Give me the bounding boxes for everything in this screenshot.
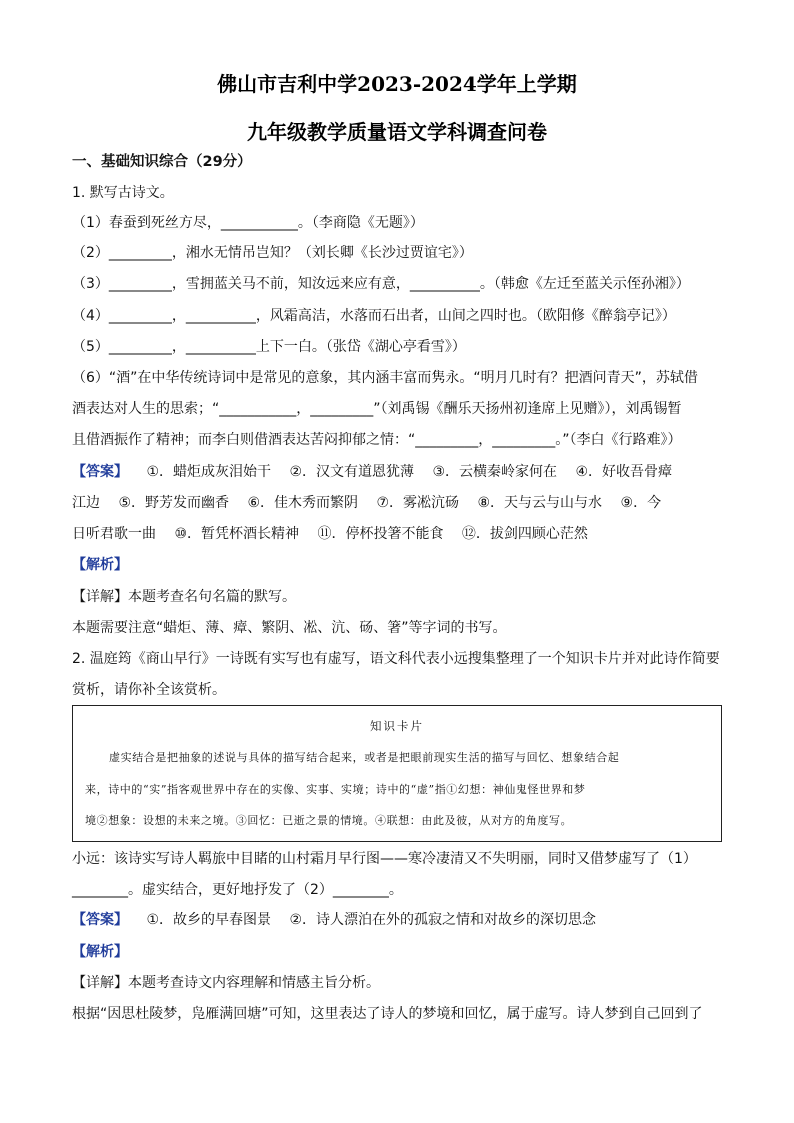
question-1-detail [72,587,732,607]
answer-item: ⑥．佳木秀而繁阴 [247,495,359,511]
question-2-detail [72,973,732,993]
answer-item: ④．好收吾骨瘴 [575,464,673,480]
knowledge-card-line1: 虚实结合是把抽象的述说与具体的描写结合起来，或者是把眼前现实生活的描写与回忆、想象结合起 [109,751,620,764]
answer-item: ⑫．拔剑四顾心茫然 [461,526,588,542]
question-1-answer-line1 [72,462,732,482]
answer-item: ①．故乡的早春图景 [146,912,272,928]
answer-item: ⑪．停杯投箸不能食 [317,526,444,542]
knowledge-card-line3: 境②想象：设想的未来之境。③回忆：已逝之景的情境。④联想：由此及彼，从对方的角度写。 [85,814,573,827]
knowledge-card-title: 知识卡片 [370,719,424,733]
question-1-item-6-line2: 酒表达对人生的思索；“___________，_________”（刘禹锡《酬乐天扬州初逢席上见赠》），刘禹锡暂 [72,401,682,417]
answer-item: ⑧．天与云与山与水 [477,495,603,511]
question-2-stem-line1: 2. 温庭筠《商山早行》一诗既有实写也有虚写，语文科代表小远搜集整理了一个知识卡片并对此诗作简要 [72,651,720,667]
answer-item: 江边 [72,495,100,511]
answer-item: ②．诗人漂泊在外的孤寂之情和对故乡的深切思念 [289,912,597,928]
answer-item: ⑤．野芳发而幽香 [118,495,230,511]
answer-item: ⑨．今 [620,495,662,511]
question-2-analysis-tag [72,942,732,962]
question-2-response-line2: ________。虚实结合，更好地抒发了（2）________。 [72,882,403,898]
answer-item: ⑦．雾凇沆砀 [376,495,460,511]
question-1-analysis-tag [72,555,732,575]
answer-item: ⑩．暂凭杯酒长精神 [174,526,300,542]
question-1-item-4: （4）_________，__________，风霜高洁，水落而石出者，山间之四时也。（欧阳修《醉翁亭记》） [72,308,676,324]
question-2-last-line: 根据“因思杜陵梦，凫雁满回塘”可知，这里表达了诗人的梦境和回忆，属于虚写。诗人梦到自己回到了 [72,1006,703,1022]
knowledge-card-line2: 来，诗中的“实”指客观世界中存在的实像、实事、实境；诗中的“虚”指①幻想：神仙鬼怪世界和梦 [85,783,586,796]
answer-tag: 【答案】 [72,464,128,480]
answer-item: ②．汉文有道恩犹薄 [289,464,415,480]
analysis-tag: 【解析】 [72,557,128,573]
question-1-item-5: （5）_________，__________上下一白。（张岱《湖心亭看雪》） [72,339,466,355]
question-1-item-3: （3）_________，雪拥蓝关马不前，知汝远来应有意，__________。（韩愈《左迁至蓝关示侄孙湘》） [72,276,690,292]
answer-item: 日听君歌一曲 [72,526,156,542]
question-2-answer [72,910,732,930]
section-heading: 一、基础知识综合（29分） [72,154,252,170]
question-1-note: 本题需要注意“蜡炬、薄、瘴、繁阴、凇、沆、砀、箸”等字词的书写。 [72,620,507,636]
question-2-response-line1: 小远：该诗实写诗人羁旅中目睹的山村霜月早行图——寒冷凄清又不失明丽，同时又借梦虚写了（1） [72,851,697,867]
detail-tag: 【详解】 [72,975,128,991]
analysis-tag: 【解析】 [72,944,128,960]
question-1-item-2: （2）_________，湘水无情吊岂知？（刘长卿《长沙过贾谊宅》） [72,245,473,261]
question-1-item-6-line1: （6）“酒”在中华传统诗词中是常见的意象，其内涵丰富而隽永。“明月几时有？把酒问青天”，苏轼借 [72,370,698,386]
answer-tag: 【答案】 [72,912,128,928]
question-1-item-1: （1）春蚕到死丝方尽，___________。（李商隐《无题》） [72,215,424,231]
document-title-line1: 佛山市吉利中学2023-2024学年上学期 [217,72,577,96]
question-1-answer-line2 [72,493,732,513]
answer-item: ①．蜡炬成灰泪始干 [146,464,272,480]
knowledge-card [72,705,722,842]
answer-item: ③．云横秦岭家何在 [432,464,558,480]
detail-text: 本题考查名句名篇的默写。 [128,589,296,605]
detail-text: 本题考查诗文内容理解和情感主旨分析。 [128,975,380,991]
detail-tag: 【详解】 [72,589,128,605]
document-title-line2: 九年级教学质量语文学科调查问卷 [247,120,547,144]
question-1-item-6-line3: 且借酒振作了精神；而李白则借酒表达苦闷抑郁之情：“_________，_________。”（李白《行路难》） [72,432,682,448]
question-2-stem-line2: 赏析，请你补全该赏析。 [72,682,226,698]
question-1-stem: 1. 默写古诗文。 [72,185,174,201]
question-1-answer-line3 [72,524,732,544]
